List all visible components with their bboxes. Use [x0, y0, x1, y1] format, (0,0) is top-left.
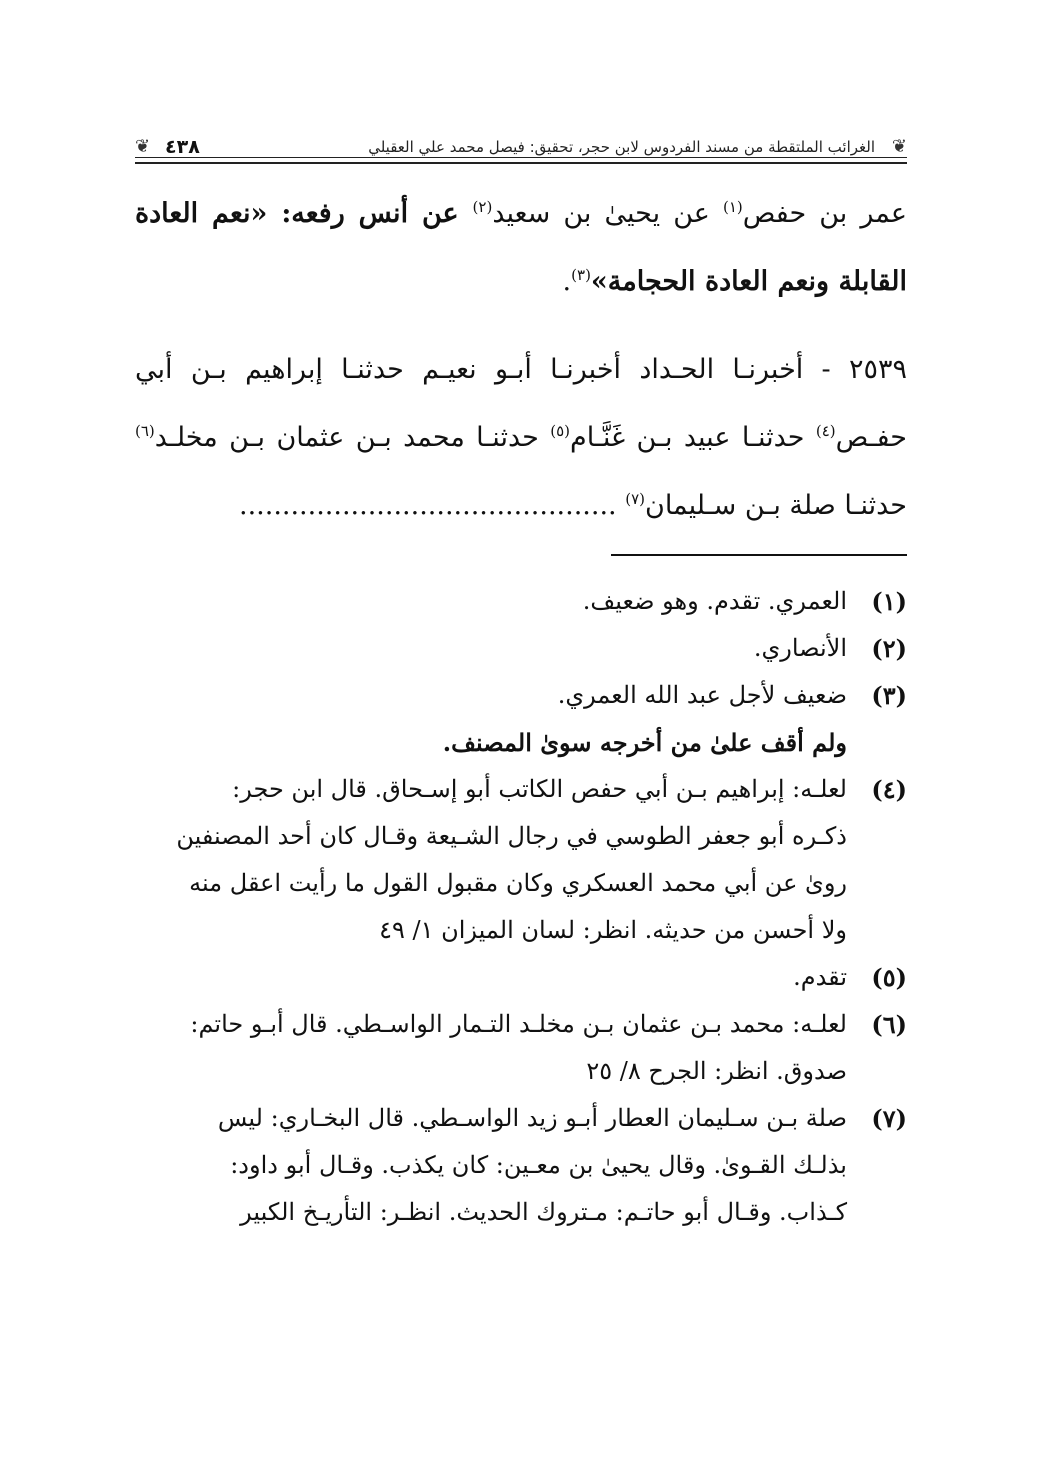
footnote-ref-5: (٥): [550, 422, 570, 440]
footnote-number: (٥): [871, 963, 907, 992]
header-rule: [135, 157, 907, 164]
footnote-5: [135, 954, 907, 1001]
footnote-line: بذلـك القـوىٰ. وقال يحيىٰ بن معـين: كان يكذب. وقـال أبو داود:: [230, 1151, 847, 1179]
footnote-line: لعلـه: إبراهيم بـن أبي حفص الكاتب أبو إسـحاق. قال ابن حجر:: [232, 775, 847, 803]
footnote-ref-4: (٤): [815, 422, 836, 440]
footnote-line: ولا أحسن من حديثه. انظر: لسان الميزان ١/ ٤٩: [379, 916, 847, 944]
footnote-line: صلة بـن سـليمان العطار أبـو زيد الواسـطي. قال البخـاري: ليس: [217, 1104, 847, 1132]
footnote-line: ضعيف لأجل عبد الله العمري.: [557, 681, 847, 709]
footnote-4: [135, 766, 907, 954]
footnote-6: [135, 1001, 907, 1095]
footnote-ref-7: (٧): [625, 490, 645, 508]
footnote-number: (٧): [871, 1104, 907, 1133]
p2-text-a: ٢٥٣٩ - أخبرنـا الحـداد أخبرنـا أبـو نعيـم حدثنـا إبراهيم بـن أبي حفـص: [135, 354, 907, 453]
footnote-7: [135, 1095, 907, 1236]
footnote-line: كـذاب. وقـال أبو حاتـم: مـتروك الحديث. انظـر: التأريـخ الكبير: [240, 1198, 847, 1226]
hadith-text: عن أنس رفعه: «نعم العادة القابلة ونعم العادة الحجامة»: [135, 198, 907, 297]
footnote-line: تقدم.: [793, 963, 847, 991]
footnotes: [135, 578, 907, 1236]
footnote-line: ذكـره أبو جعفر الطوسي في رجال الشـيعة وقـال كان أحد المصنفين: [176, 822, 847, 850]
continuation-dots: ............................................: [238, 490, 626, 521]
footnote-number: (٢): [871, 634, 907, 663]
footnote-line: رو‌ىٰ عن أبي محمد العسكري وكان مقبول القول ما رأيت اعقل منه: [189, 869, 847, 897]
footnote-divider: [611, 554, 907, 556]
page-number: ٤٣٨: [165, 136, 200, 158]
footnote-line-strong: ولم أقف علىٰ من أخرجه سوىٰ المصنف.: [442, 728, 847, 757]
header-ornament-right-icon: ❦: [891, 136, 907, 157]
p1-text-a: عمر بن حفص: [742, 198, 908, 229]
footnote-line: العمري. تقدم. وهو ضعيف.: [582, 587, 847, 615]
footnote-3: [135, 672, 907, 766]
main-text: [135, 180, 907, 540]
running-title: الغرائب الملتقطة من مسند الفردوس لابن حجر، تحقيق: فيصل محمد علي العقيلي: [368, 138, 875, 156]
footnote-ref-2: (٢): [472, 198, 493, 216]
footnote-2: [135, 625, 907, 672]
footnote-ref-3: (٣): [571, 266, 591, 284]
p1-text-b: عن يحيىٰ بن سعيد: [492, 198, 723, 229]
footnote-number: (٤): [871, 775, 907, 804]
footnote-line: صدوق. انظر: الجرح ٨/ ٢٥: [586, 1057, 847, 1085]
paragraph-2: [135, 336, 907, 540]
footnote-number: (٣): [871, 681, 907, 710]
footnote-ref-1: (١): [722, 198, 743, 216]
footnote-number: (١): [871, 587, 907, 616]
page-header: [135, 132, 907, 164]
p2-text-b: حدثنـا عبيد بـن غَنَّـام: [570, 422, 816, 453]
p2-text-d: حدثنـا صلة بـن سـليمان: [644, 490, 907, 521]
footnote-line: الأنصاري.: [753, 634, 847, 662]
footnote-number: (٦): [871, 1010, 907, 1039]
p2-text-c: حدثنـا محمد بـن عثمان بـن مخلـد: [154, 422, 551, 453]
paragraph-spacer: [135, 316, 907, 336]
header-ornament-left-icon: ❦: [135, 136, 151, 157]
footnote-ref-6: (٦): [135, 422, 155, 440]
footnote-1: [135, 578, 907, 625]
footnote-line: لعلـه: محمد بـن عثمان بـن مخلـد التـمار الواسـطي. قال أبـو حاتم:: [190, 1010, 847, 1038]
paragraph-1: [135, 180, 907, 316]
p1-text-d: .: [562, 266, 572, 297]
